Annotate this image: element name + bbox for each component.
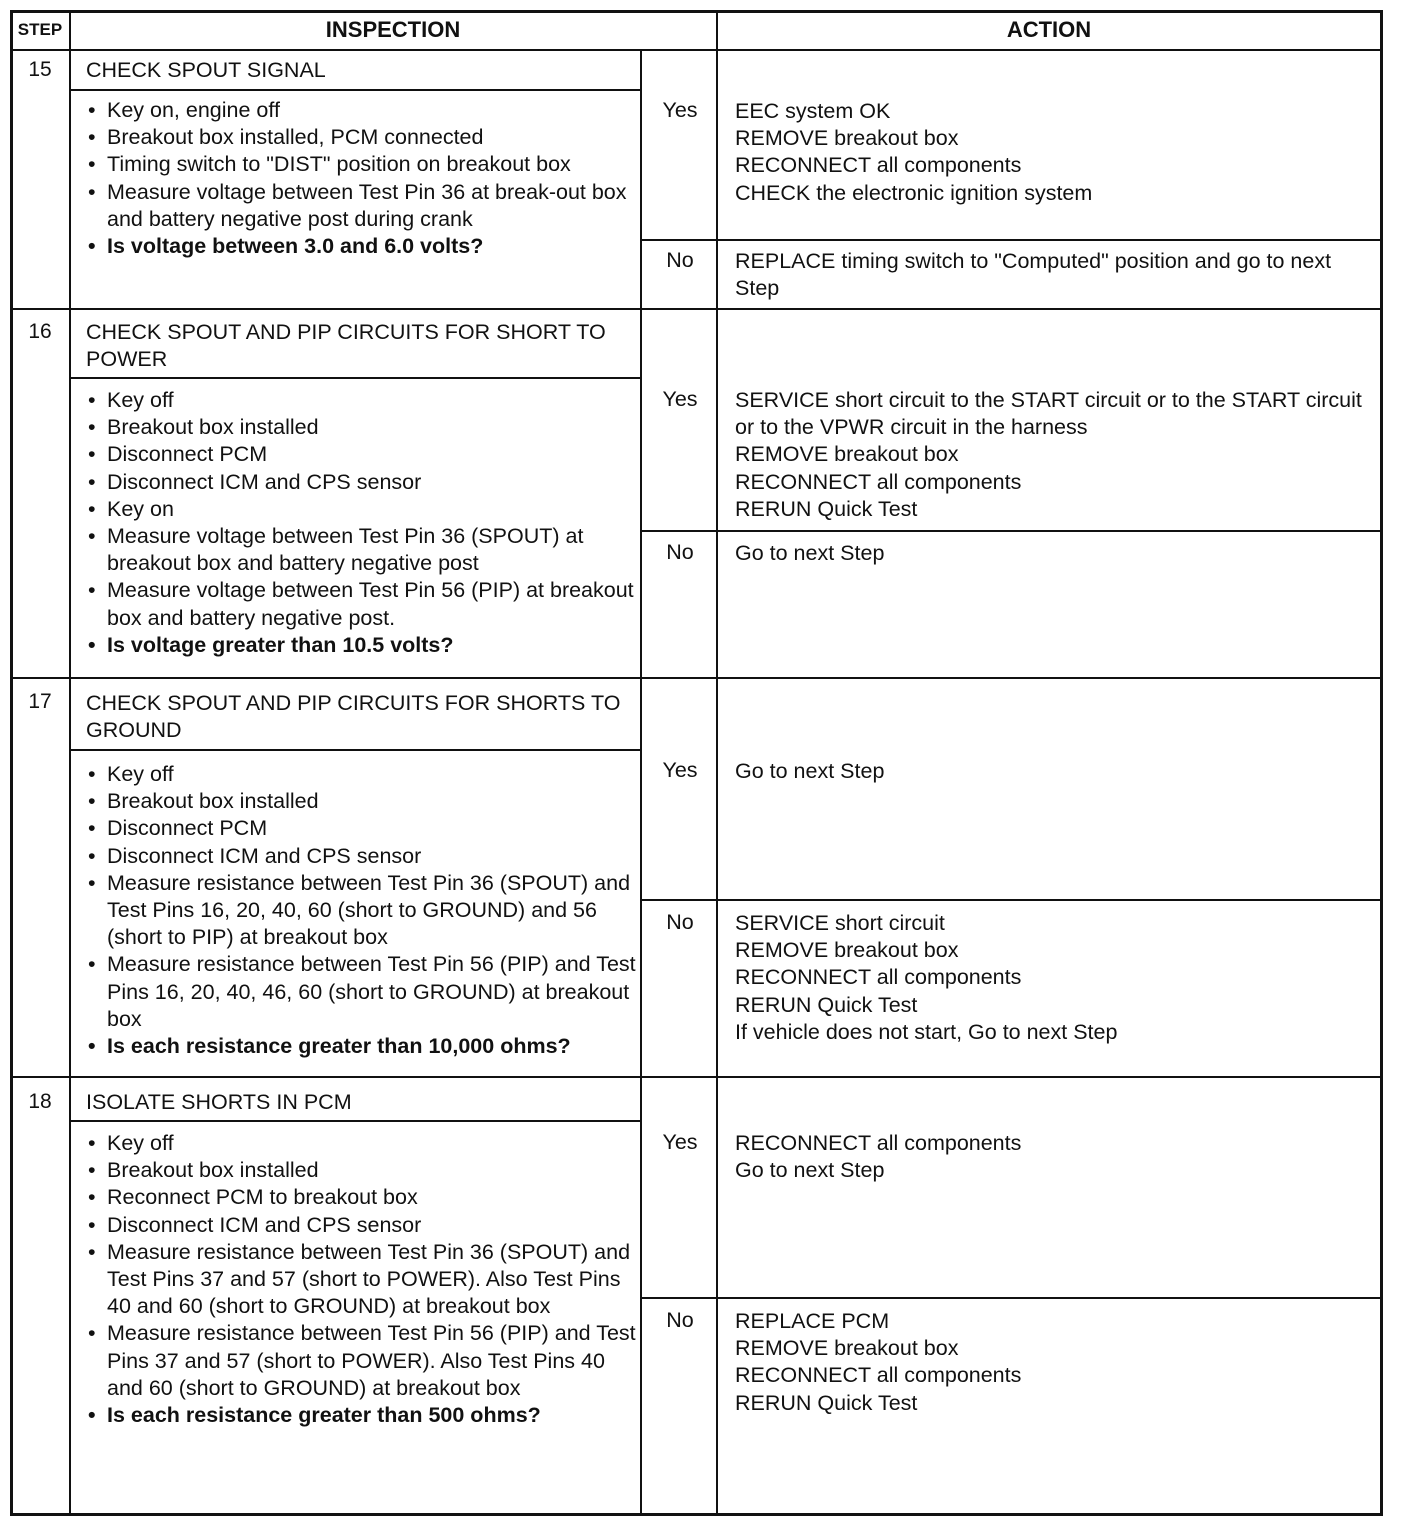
table-border-right [1380,10,1383,1516]
bullet-item: • Disconnect ICM and CPS sensor [84,1212,642,1239]
action-line: Go to next Step [735,759,885,783]
table-border-bottom [10,1513,1383,1516]
row-divider [10,1076,1383,1078]
action-line: Go to next Step [735,1158,885,1183]
header-action: ACTION [1006,17,1092,42]
title-underline [70,1120,641,1122]
bullet-item: • Disconnect ICM and CPS sensor [84,469,642,496]
bullet-item: • Reconnect PCM to breakout box [84,1184,642,1211]
action-line: RECONNECT all components [735,1363,1022,1388]
no-actions [735,248,1375,302]
bullet-item: • Breakout box installed [84,1157,642,1184]
action-line: If vehicle does not start, Go to next Step [735,1019,1118,1044]
action-line: RECONNECT all components [735,469,1022,494]
bullet-item: • Key off [84,761,642,788]
action-line: REPLACE PCM [735,1309,890,1333]
inspection-bullets [84,1130,642,1429]
action-line: REMOVE breakout box [735,442,959,467]
no-label: No [666,1308,694,1332]
action-line: EEC system OK [735,99,891,123]
bullet-item: • Key on [84,496,642,523]
bullet-item: • Measure voltage between Test Pin 56 (PIP) at breakout box and battery negative post. [84,577,642,631]
no-actions [735,1308,1375,1417]
no-label: No [666,248,694,272]
bullet-item: • Key off [84,1130,642,1157]
inspection-bullets [84,387,642,659]
inspection-bullets [84,97,642,260]
action-line: SERVICE short circuit to the START circuit or to the START circuit or to the VPWR circuit in the harness [735,388,1362,440]
step-column-divider [69,10,71,1516]
no-actions [735,910,1375,1046]
action-line: RERUN Quick Test [735,992,918,1017]
yes-label: Yes [662,758,698,782]
bullet-item: • Breakout box installed [84,414,642,441]
step-title: CHECK SPOUT AND PIP CIRCUITS FOR SHORTS TO GROUND [86,691,621,743]
action-line: RECONNECT all components [735,153,1022,178]
step-number: 17 [28,690,52,713]
step-number: 15 [28,58,52,81]
yes-no-divider [641,239,1383,241]
no-actions [735,540,1375,567]
action-line: RECONNECT all components [735,1131,1022,1155]
action-line: RECONNECT all components [735,965,1022,990]
inspection-question: • Is each resistance greater than 10,000 ohms? [84,1033,642,1060]
bullet-item: • Measure voltage between Test Pin 36 (SPOUT) at breakout box and battery negative post [84,523,642,577]
inspection-question: • Is voltage greater than 10.5 volts? [84,632,642,659]
step-number: 18 [28,1090,52,1113]
action-line: RERUN Quick Test [735,1390,918,1415]
row-divider [10,677,1383,679]
bullet-item: • Disconnect PCM [84,815,642,842]
header-step: STEP [17,20,63,39]
step-title: CHECK SPOUT AND PIP CIRCUITS FOR SHORT TO POWER [86,320,606,372]
step-title: ISOLATE SHORTS IN PCM [86,1090,352,1114]
step-number: 16 [28,320,52,343]
no-label: No [666,540,694,564]
diagnostic-table [10,10,1383,1516]
action-line: REPLACE timing switch to "Computed" position and go to next Step [735,249,1332,301]
bullet-item: • Key on, engine off [84,97,642,124]
inspection-question: • Is voltage between 3.0 and 6.0 volts? [84,233,642,260]
yes-label: Yes [662,98,698,122]
yes-actions [735,758,1375,785]
yes-label: Yes [662,1130,698,1154]
bullet-item: • Disconnect ICM and CPS sensor [84,843,642,870]
action-line: SERVICE short circuit [735,911,945,935]
bullet-item: • Breakout box installed [84,788,642,815]
bullet-item: • Measure resistance between Test Pin 56 (PIP) and Test Pins 16, 20, 40, 46, 60 (short to GROUND) at breakout box [84,951,642,1033]
bullet-item: • Measure voltage between Test Pin 36 at break-out box and battery negative post during crank [84,179,642,233]
header-divider [10,49,1383,51]
no-label: No [666,910,694,934]
action-line: REMOVE breakout box [735,1336,959,1361]
header-inspection: INSPECTION [325,17,461,42]
title-underline [70,377,641,379]
yes-no-divider [641,1297,1383,1299]
yes-no-divider [641,530,1383,532]
yes-label: Yes [662,387,698,411]
inspection-bullets [84,761,642,1060]
yes-actions [735,1130,1375,1184]
bullet-item: • Measure resistance between Test Pin 36 (SPOUT) and Test Pins 37 and 57 (short to POWER). Also Test Pins 40 and 60 (short to GROUND) at breakout box [84,1239,642,1321]
action-line: REMOVE breakout box [735,126,959,151]
bullet-item: • Measure resistance between Test Pin 36 (SPOUT) and Test Pins 16, 20, 40, 60 (short to GROUND) and 56 (short to PIP) at breakout box [84,870,642,952]
table-border-left [10,10,13,1516]
step-title: CHECK SPOUT SIGNAL [86,58,326,82]
yes-actions [735,98,1375,207]
action-line: REMOVE breakout box [735,938,959,963]
title-underline [70,89,641,91]
row-divider [10,308,1383,310]
yes-actions [735,387,1375,523]
title-underline [70,749,641,751]
inspection-question: • Is each resistance greater than 500 ohms? [84,1402,642,1429]
action-line: Go to next Step [735,541,885,565]
bullet-item: • Timing switch to "DIST" position on breakout box [84,151,642,178]
action-line: CHECK the electronic ignition system [735,180,1093,205]
bullet-item: • Disconnect PCM [84,441,642,468]
yes-no-divider [641,899,1383,901]
bullet-item: • Measure resistance between Test Pin 56 (PIP) and Test Pins 37 and 57 (short to POWER). Also Test Pins 40 and 60 (short to GROUND) at breakout box [84,1320,642,1402]
action-line: RERUN Quick Test [735,496,918,521]
bullet-item: • Breakout box installed, PCM connected [84,124,642,151]
bullet-item: • Key off [84,387,642,414]
table-border-top [10,10,1383,13]
